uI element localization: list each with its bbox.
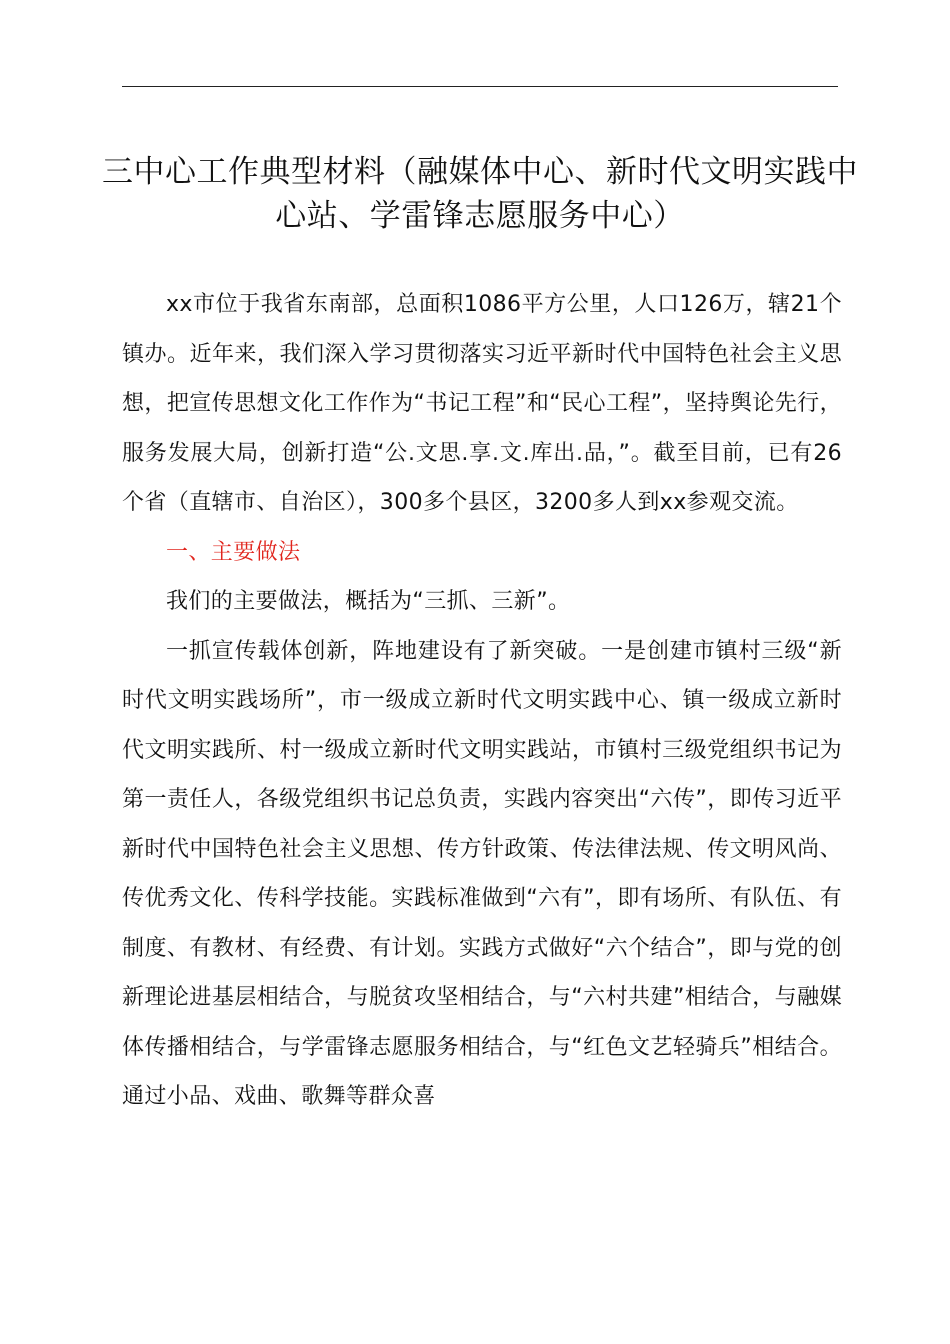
header-rule — [122, 86, 838, 87]
document-body — [122, 280, 842, 1122]
intro-paragraph: xx市位于我省东南部，总面积1086平方公里，人口126万，辖21个镇办。近年来，我们深入学习贯彻落实习近平新时代中国特色社会主义思想，把宣传思想文化工作作为“书记工程”和“民心工程”，坚持舆论先行，服务发展大局，创新打造“公.文思.享.文.库出.品，”。截至目前，已有26个省（直辖市、自治区），300多个县区，3200多人到xx参观交流。 — [122, 292, 842, 515]
point-paragraph: 一抓宣传载体创新，阵地建设有了新突破。一是创建市镇村三级“新时代文明实践场所”，市一级成立新时代文明实践中心、镇一级成立新时代文明实践所、村一级成立新时代文明实践站，市镇村三级党组织书记为第一责任人，各级党组织书记总负责，实践内容突出“六传”，即传习近平新时代中国特色社会主义思想、传方针政策、传法律法规、传文明风尚、传优秀文化、传科学技能。实践标准做到“六有”，即有场所、有队伍、有制度、有教材、有经费、有计划。实践方式做好“六个结合”，即与党的创新理论进基层相结合，与脱贫攻坚相结合，与“六村共建”相结合，与融媒体传播相结合，与学雷锋志愿服务相结合，与“红色文艺轻骑兵”相结合。通过小品、戏曲、歌舞等群众喜 — [122, 638, 842, 1109]
summary-paragraph: 我们的主要做法，概括为“三抓、三新”。 — [166, 589, 571, 614]
section-heading: 一、主要做法 — [166, 539, 301, 565]
document-title: 三中心工作典型材料（融媒体中心、新时代文明实践中心站、学雷锋志愿服务中心） — [102, 154, 858, 234]
